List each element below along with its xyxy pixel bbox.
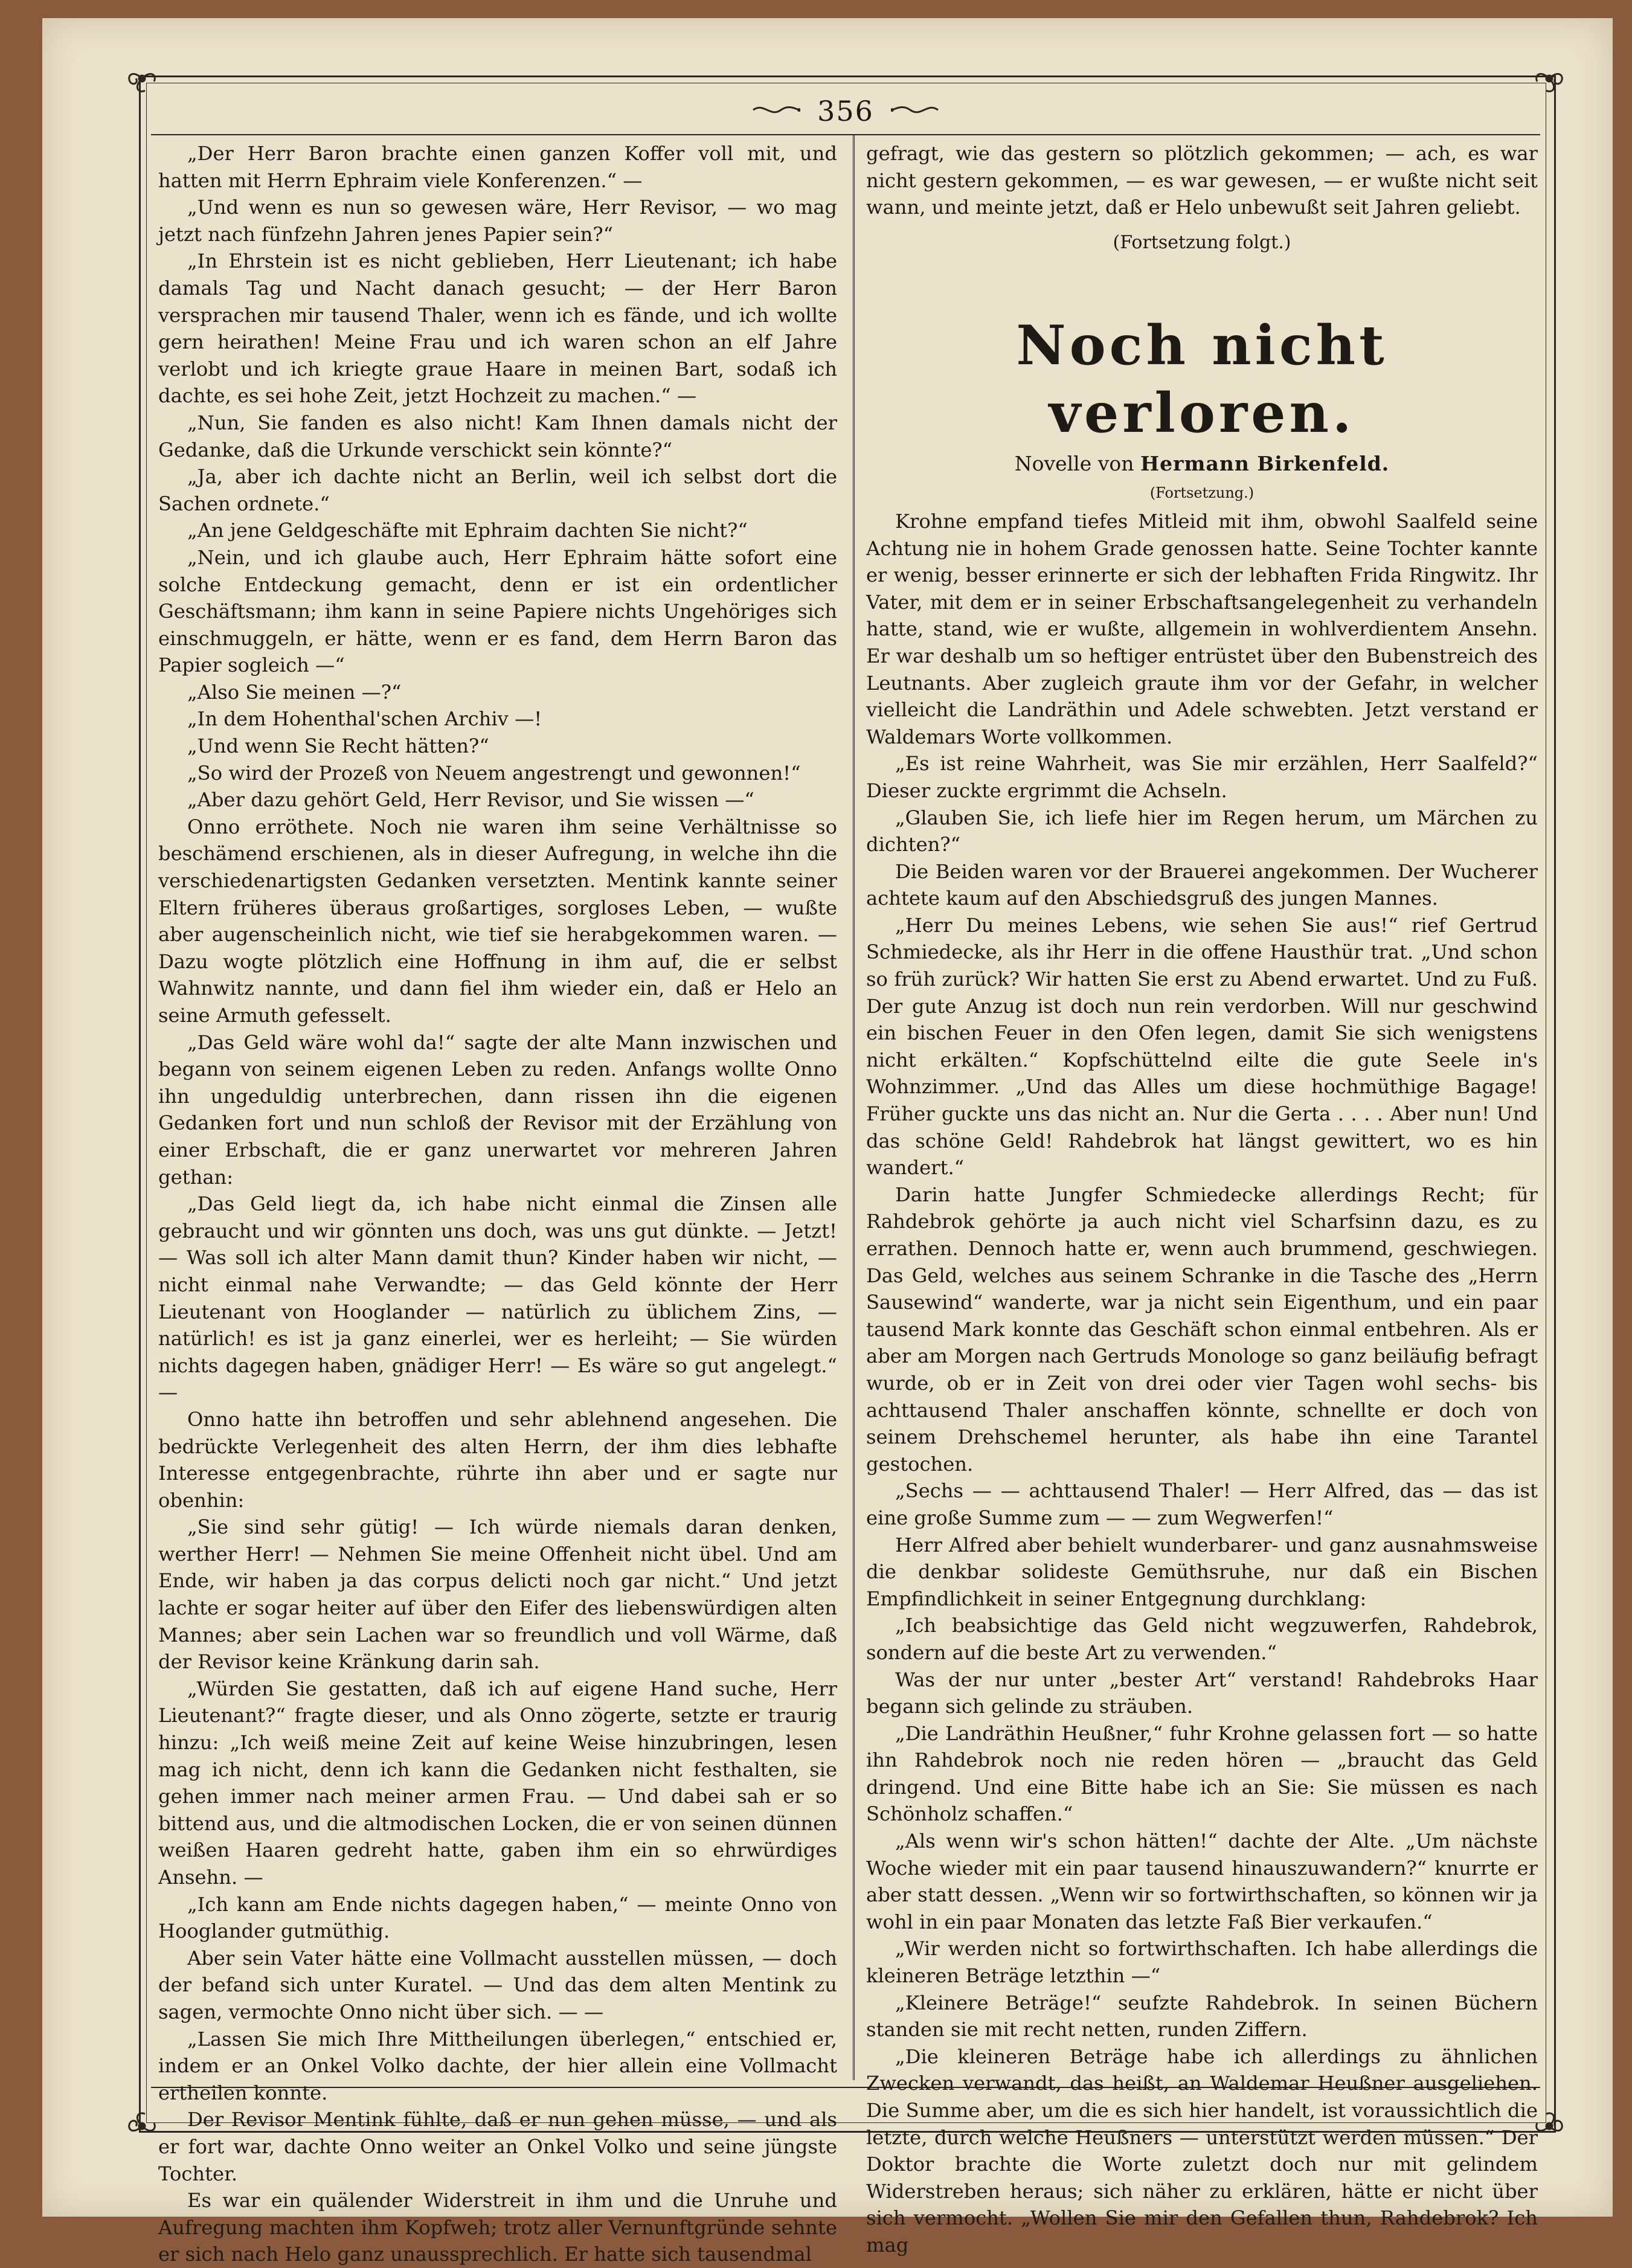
paragraph: Es war ein quälender Widerstreit in ihm und die Unruhe und Aufregung machten ihm Kopfweh; trotz aller Vernunftgründe sehnte er sich nach Helo ganz unaussprechlich. Er hatte sich tausendmal <box>158 2189 837 2266</box>
paragraph: „An jene Geldgeschäfte mit Ephraim dachten Sie nicht?“ <box>187 519 748 542</box>
paragraph: „Kleinere Beträge!“ seufzte Rahdebrok. In seinen Büchern standen sie mit recht netten, runden Ziffern. <box>866 1991 1538 2042</box>
paragraph: „Aber dazu gehört Geld, Herr Revisor, und Sie wissen —“ <box>187 788 754 812</box>
corner-flourish-icon <box>121 2105 163 2147</box>
paragraph: „Also Sie meinen —?“ <box>187 680 402 704</box>
left-column <box>158 140 837 2268</box>
paragraph: „Die Landräthin Heußner,“ fuhr Krohne gelassen fort — so hatte ihn Rahdebrok noch nie reden hören — „braucht das Geld dringend. Und eine Bitte habe ich an Sie: Sie müssen es nach Schönholz schaffen.“ <box>866 1721 1538 1826</box>
paragraph: „Der Herr Baron brachte einen ganzen Koffer voll mit, und hatten mit Herrn Ephraim viele Konferenzen.“ — <box>158 142 837 192</box>
paragraph: Aber sein Vater hätte eine Vollmacht ausstellen müssen, — doch der befand sich unter Kuratel. — Und das dem alten Mentink zu sagen, vermochte Onno nicht über sich. — — <box>158 1946 837 2023</box>
paragraph: „Es ist reine Wahrheit, was Sie mir erzählen, Herr Saalfeld?“ Dieser zuckte ergrimmt die Achseln. <box>866 752 1538 802</box>
paragraph: „In Ehrstein ist es nicht geblieben, Herr Lieutenant; ich habe damals Tag und Nacht danach gesucht; — der Herr Baron versprachen mir tausend Thaler, wenn ich es fände, und ich wollte gern heirathen! Meine Frau und ich waren schon an elf Jahre verlobt und ich kriegte graue Haare in meinen Bart, sodaß ich dachte, es sei hohe Zeit, jetzt Hochzeit zu machen.“ — <box>158 249 837 408</box>
paragraph: „So wird der Prozeß von Neuem angestrengt und gewonnen!“ <box>187 761 801 785</box>
paragraph: Darin hatte Jungfer Schmiedecke allerdings Recht; für Rahdebrok gehörte ja auch nicht viel Scharfsinn dazu, es zu errathen. Dennoch hatte er, wenn auch brummend, geschwiegen. Das Geld, welches aus seinem Schranke in die Tasche des „Herrn Sausewind“ wanderte, war ja nicht sein Eigenthum, und ein paar tausend Mark konnte das Geschäft schon einmal entbehren. Als er aber am Morgen nach Gertruds Monologe so ganz beiläufig befragt wurde, ob er in Zeit von drei oder vier Tagen wohl sechs- bis achttausend Thaler anschaffen könnte, schnellte er doch von seinem Drehschemel herunter, als habe ihn eine Tarantel gestochen. <box>866 1183 1538 1476</box>
paragraph: „Das Geld liegt da, ich habe nicht einmal die Zinsen alle gebraucht und wir gönnten uns doch, was uns gut dünkte. — Jetzt! — Was soll ich alter Mann damit thun? Kinder haben wir nicht, — nicht einmal nahe Verwandte; — das Geld könnte der Herr Lieutenant von Hooglander — natürlich zu üblichem Zins, — natürlich! es ist ja ganz einerlei, wer es herleiht; — Sie würden nichts dagegen haben, gnädiger Herr! — Es wäre so gut angelegt.“ — <box>158 1192 837 1404</box>
story-title: Noch nicht verloren. <box>1016 313 1388 446</box>
paragraph: „Sechs — — achttausend Thaler! — Herr Alfred, das — das ist eine große Summe zum — — zum Wegwerfen!“ <box>866 1479 1538 1529</box>
paragraph: „Nein, und ich glaube auch, Herr Ephraim hätte sofort eine solche Entdeckung gemacht, denn er ist ein ordentlicher Geschäftsmann; ihm kann in seine Papiere nichts Ungehöriges sich einschmuggeln, er hätte, wenn er es fand, dem Herrn Baron das Papier sogleich —“ <box>158 545 837 677</box>
paragraph: „Und wenn es nun so gewesen wäre, Herr Revisor, — wo mag jetzt nach fünfzehn Jahren jenes Papier sein?“ <box>158 196 837 246</box>
header-swirl-icon <box>891 101 939 121</box>
column-divider <box>853 135 855 2080</box>
paragraph: „Lassen Sie mich Ihre Mittheilungen überlegen,“ entschied er, indem er an Onkel Volko dachte, der hier allein eine Vollmacht ertheilen konnte. <box>158 2027 837 2104</box>
paragraph: Was der nur unter „bester Art“ verstand! Rahdebroks Haar begann sich gelinde zu sträuben. <box>866 1668 1538 1718</box>
story-subtitle: (Fortsetzung.) <box>1149 484 1255 501</box>
byline-prefix: Novelle von <box>1014 452 1140 476</box>
paragraph: „Sie sind sehr gütig! — Ich würde niemals daran denken, werther Herr! — Nehmen Sie meine Offenheit nicht übel. Und am Ende, wir haben ja das corpus delicti noch gar nicht.“ Und jetzt lachte er sogar heiter auf über den Eifer des liebenswürdigen alten Mannes; aber sein Lachen war so freundlich und voll Wärme, daß der Revisor keine Kränkung darin sah. <box>158 1515 837 1674</box>
paragraph: gefragt, wie das gestern so plötzlich gekommen; — ach, es war nicht gestern gekommen, — es war gewesen, — er wußte nicht seit wann, und meinte jetzt, daß er Helo unbewußt seit Jahren geliebt. <box>866 142 1538 219</box>
paragraph: „Nun, Sie fanden es also nicht! Kam Ihnen damals nicht der Gedanke, daß die Urkunde verschickt sein könnte?“ <box>158 411 837 461</box>
paragraph: Onno erröthete. Noch nie waren ihm seine Verhältnisse so beschämend erschienen, als in dieser Aufregung, in welche ihn die verschiedenartigsten Gedanken versetzten. Mentink kannte seiner Eltern früheres überaus großartiges, sorgloses Leben, — wußte aber augenscheinlich nicht, wie tief sie herabgekommen waren. — Dazu wogte plötzlich eine Hoffnung in ihm auf, die er selbst Wahnwitz nannte, und dann fiel ihm wieder ein, daß er Helo an seine Armuth gefesselt. <box>158 815 837 1027</box>
paragraph: „Wir werden nicht so fortwirthschaften. Ich habe allerdings die kleineren Beträge letzthin —“ <box>866 1937 1538 1988</box>
paragraph: „Und wenn Sie Recht hätten?“ <box>187 734 489 758</box>
story-byline <box>866 451 1538 478</box>
paragraph: „In dem Hohenthal'schen Archiv —! <box>187 707 542 731</box>
right-column <box>866 140 1538 2259</box>
header-rule <box>151 134 1540 135</box>
header-swirl-icon <box>752 101 800 121</box>
paragraph: Die Beiden waren vor der Brauerei angekommen. Der Wucherer achtete kaum auf den Abschiedsgruß des jungen Mannes. <box>866 859 1538 910</box>
paragraph: „Herr Du meines Lebens, wie sehen Sie aus!“ rief Gertrud Schmiedecke, als ihr Herr in die offene Hausthür trat. „Und schon so früh zurück? Wir hatten Sie erst zu Abend erwartet. Und zu Fuß. Der gute Anzug ist doch nun rein verdorben. Will nur geschwind ein bischen Feuer in den Ofen legen, damit Sie sich wenigstens nicht erkälten.“ Kopfschüttelnd eilte die gute Seele in's Wohnzimmer. „Und das Alles um diese hochmüthige Bagage! Früher guckte uns das nicht an. Nur die Gerta . . . . Aber nun! Und das schöne Geld! Rahdebrok hat längst gewittert, wo es hin wandert.“ <box>866 913 1538 1180</box>
paragraph: „Ja, aber ich dachte nicht an Berlin, weil ich selbst dort die Sachen ordnete.“ <box>158 465 837 515</box>
paragraph: „Glauben Sie, ich liefe hier im Regen herum, um Märchen zu dichten?“ <box>866 806 1538 856</box>
paragraph: „Würden Sie gestatten, daß ich auf eigene Hand suche, Herr Lieutenant?“ fragte dieser, und als Onno zögerte, setzte er traurig hinzu: „Ich weiß meine Zeit auf keine Weise hinzubringen, lesen mag ich nicht, denn ich kann die Gedanken nicht festhalten, sie gehen immer nach meiner armen Frau. — Und dabei sah er so bittend aus, und die altmodischen Locken, die er von seinen dünnen weißen Haaren gedreht hatte, gaben ihm ein so ehrwürdiges Ansehn. — <box>158 1677 837 1889</box>
paragraph: „Ich kann am Ende nichts dagegen haben,“ — meinte Onno von Hooglander gutmüthig. <box>158 1892 837 1943</box>
author-name: Hermann Birkenfeld. <box>1140 452 1390 476</box>
page-header <box>151 89 1540 133</box>
paragraph: „Die kleineren Beträge habe ich allerdings zu ähnlichen Zwecken verwandt, das heißt, an Waldemar Heußner ausgeliehen. Die Summe aber, um die es sich hier handelt, ist voraussichtlich die letzte, durch welche Heußners — unterstützt werden müssen.“ Der Doktor brachte die Worte zuletzt doch nur mit gelindem Widerstreben heraus; sich näher zu erklären, hätte er nicht über sich vermocht. „Wollen Sie mir den Gefallen thun, Rahdebrok? Ich mag <box>866 2045 1538 2257</box>
paragraph: Onno hatte ihn betroffen und sehr ablehnend angesehen. Die bedrückte Verlegenheit des alten Herrn, der ihm dies lebhafte Interesse entgegenbrachte, rührte ihn aber und er sagte nur obenhin: <box>158 1407 837 1512</box>
paragraph: Herr Alfred aber behielt wunderbarer- und ganz ausnahmsweise die denkbar solideste Gemüthsruhe, nur daß ein Bischen Empfindlichkeit in seiner Entgegnung durchklang: <box>866 1533 1538 1610</box>
paragraph: Der Revisor Mentink fühlte, daß er nun gehen müsse, — und als er fort war, dachte Onno weiter an Onkel Volko und seine jüngste Tochter. <box>158 2108 837 2185</box>
paragraph: Krohne empfand tiefes Mitleid mit ihm, obwohl Saalfeld seine Achtung nie in hohem Grade genossen hatte. Seine Tochter kannte er wenig, besser erinnerte er sich der lebhaften Frida Ringwitz. Ihr Vater, mit dem er in seiner Erbschaftsangelegenheit zu verhandeln hatte, stand, wie er wußte, allgemein in wohlverdientem Ansehn. Er war deshalb um so heftiger entrüstet über den Bubenstreich des Leutnants. Aber zugleich graute ihm vor der Gefahr, in welcher vielleicht die Landräthin und Adele schwebten. Jetzt verstand er Waldemars Worte vollkommen. <box>866 509 1538 748</box>
paragraph: „Ich beabsichtige das Geld nicht wegzuwerfen, Rahdebrok, sondern auf die beste Art zu verwenden.“ <box>866 1614 1538 1664</box>
paragraph: „Als wenn wir's schon hätten!“ dachte der Alte. „Um nächste Woche wieder mit ein paar tausend hinauszuwandern?“ knurrte er aber statt dessen. „Wenn wir so fortwirthschaften, so können wir ja wohl in ein paar Monaten das letzte Faß Bier verkaufen.“ <box>866 1829 1538 1933</box>
paragraph: „Das Geld wäre wohl da!“ sagte der alte Mann inzwischen und begann von seinem eigenen Leben zu reden. Anfangs wollte Onno ihn ungeduldig unterbrechen, dann rissen ihn die eigenen Gedanken fort und nun schloß der Revisor mit der Erzählung von einer Erbschaft, die er ganz unerwartet vor mehreren Jahren gethan: <box>158 1030 837 1189</box>
page-number: 356 <box>817 95 874 127</box>
continuation-note: (Fortsetzung folgt.) <box>1113 231 1291 253</box>
